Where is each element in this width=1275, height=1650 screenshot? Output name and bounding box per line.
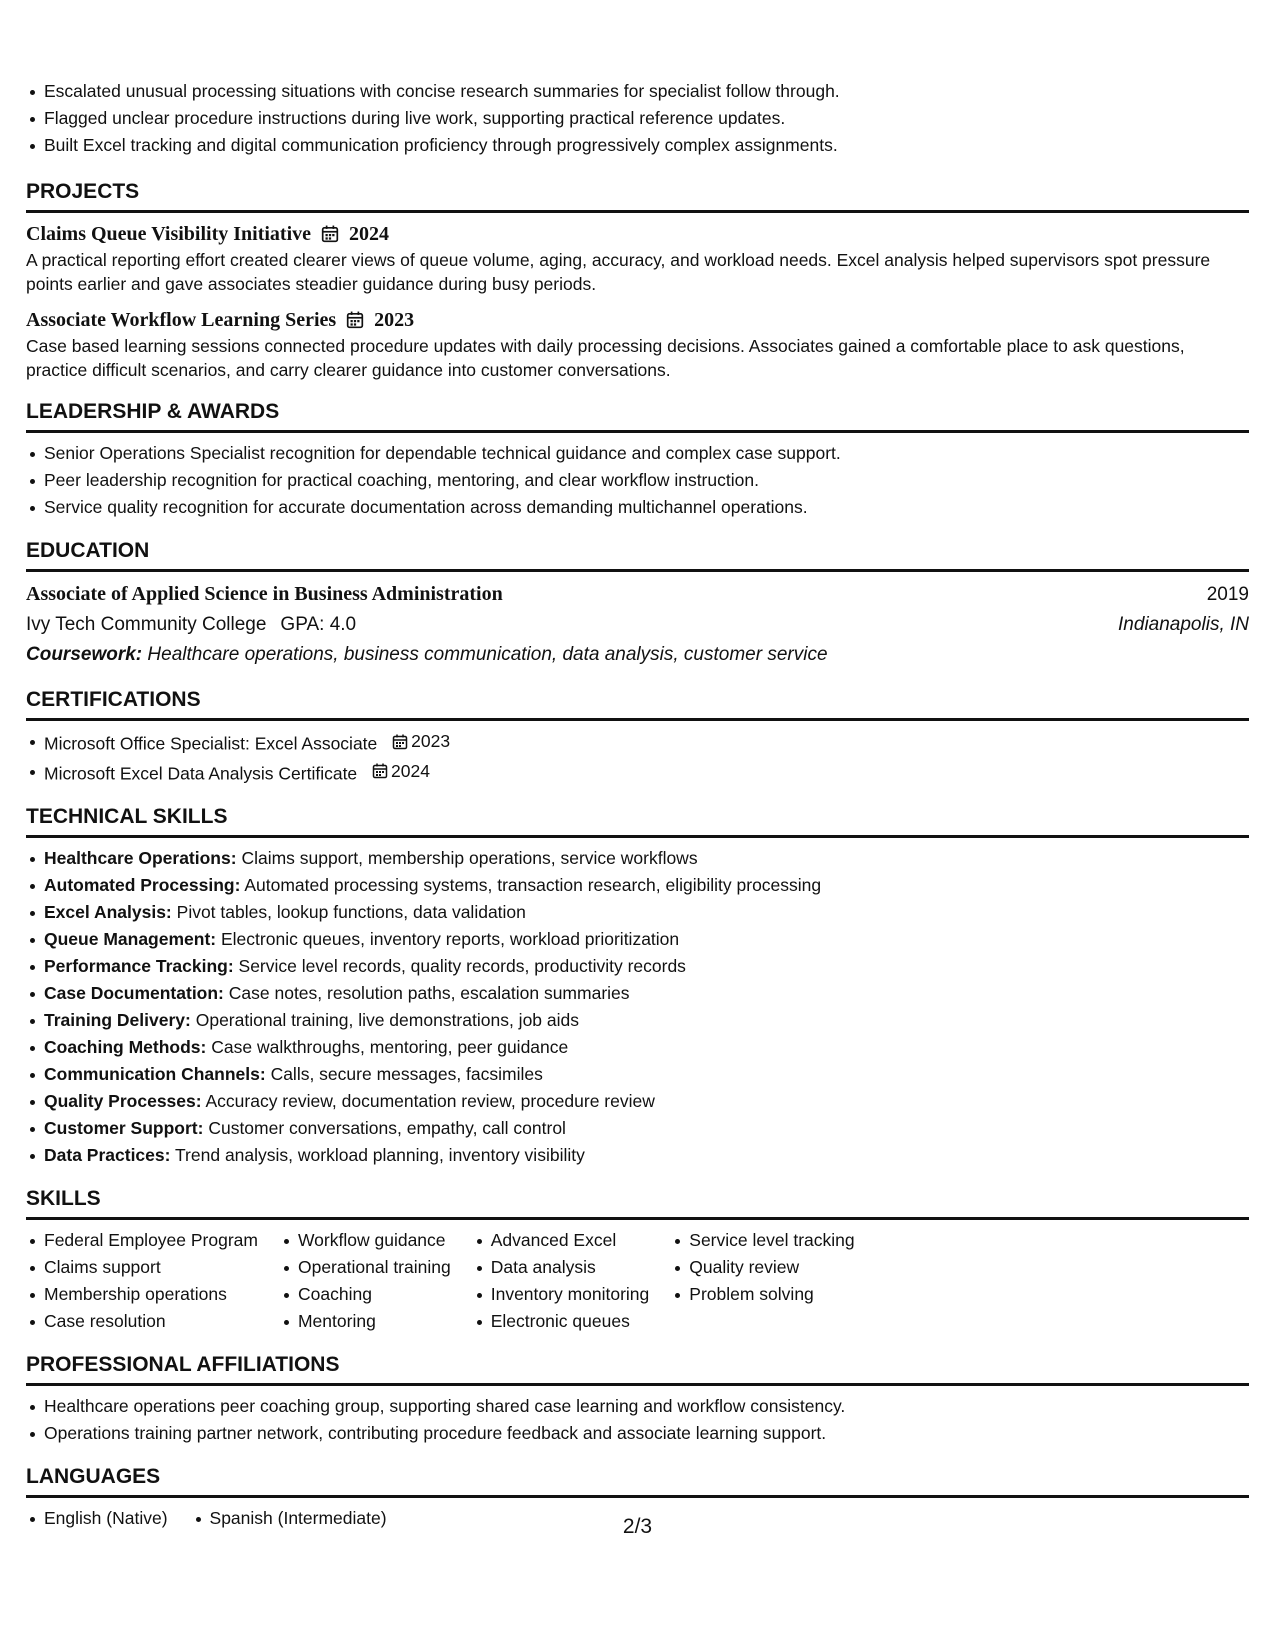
school-name: Ivy Tech Community College [26, 614, 267, 635]
skills-section [26, 1186, 1249, 1335]
skill-values: Calls, secure messages, facsimiles [270, 1064, 543, 1084]
list-item: Spanish (Intermediate) [192, 1505, 387, 1532]
page-number: 2/3 [622, 1515, 653, 1538]
technical-skills-section [26, 804, 1249, 1169]
projects-section [26, 179, 1249, 382]
resume-page [26, 78, 1249, 1549]
skill-category: Excel Analysis: [44, 902, 172, 922]
project-year: 2024 [349, 223, 390, 245]
list-item [26, 1061, 1249, 1088]
skill-values: Accuracy review, documentation review, procedure review [205, 1091, 655, 1111]
certification-year: 2023 [411, 731, 451, 751]
section-heading: EDUCATION [26, 538, 1249, 572]
list-item: Inventory monitoring [473, 1281, 650, 1308]
list-item: Electronic queues [473, 1308, 650, 1335]
list-item [26, 1115, 1249, 1142]
project-title: Associate Workflow Learning Series [26, 309, 337, 331]
list-item: Federal Employee Program [26, 1227, 258, 1254]
skill-values: Automated processing systems, transaction research, eligibility processing [244, 875, 822, 895]
degree-title: Associate of Applied Science in Business Administration [26, 583, 503, 605]
list-item [26, 728, 1249, 758]
section-heading: TECHNICAL SKILLS [26, 804, 1249, 838]
skill-values: Case notes, resolution paths, escalation summaries [228, 983, 630, 1003]
skill-values: Service level records, quality records, productivity records [238, 956, 686, 976]
certification-name: Microsoft Excel Data Analysis Certificate [44, 763, 358, 783]
project-description: Case based learning sessions connected procedure updates with daily processing decisions. Associates gained a comfortable place to ask questions, practice difficult scenarios, and carry clearer guidance into customer conversations. [26, 336, 1185, 380]
skills-column [280, 1227, 451, 1335]
section-heading: PROFESSIONAL AFFILIATIONS [26, 1352, 1249, 1386]
section-heading: LANGUAGES [26, 1464, 1249, 1498]
list-item: Case resolution [26, 1308, 258, 1335]
skill-category: Customer Support: [44, 1118, 204, 1138]
skills-column [26, 1227, 258, 1335]
section-heading: CERTIFICATIONS [26, 687, 1249, 721]
list-item [26, 1142, 1249, 1169]
list-item: English (Native) [26, 1505, 168, 1532]
coursework-label: Coursework: [26, 644, 143, 665]
skill-category: Quality Processes: [44, 1091, 202, 1111]
list-item [26, 1007, 1249, 1034]
list-item: Escalated unusual processing situations with concise research summaries for specialist follow through. [26, 78, 1249, 105]
skill-values: Trend analysis, workload planning, inventory visibility [175, 1145, 585, 1165]
certification-name: Microsoft Office Specialist: Excel Associate [44, 733, 378, 754]
list-item: Operations training partner network, contributing procedure feedback and associate learning support. [26, 1420, 1249, 1447]
coursework-list: Healthcare operations, business communication, data analysis, customer service [147, 644, 828, 665]
calendar-icon [346, 311, 364, 329]
calendar-icon [321, 225, 339, 243]
list-item [26, 926, 1249, 953]
skill-category: Performance Tracking: [44, 956, 234, 976]
list-item: Advanced Excel [473, 1227, 650, 1254]
list-item: Peer leadership recognition for practical coaching, mentoring, and clear workflow instruction. [26, 467, 1249, 494]
skill-category: Coaching Methods: [44, 1037, 207, 1057]
school-location: Indianapolis, IN [1118, 614, 1249, 635]
graduation-date: 2019 [1206, 584, 1249, 605]
leadership-section [26, 399, 1249, 521]
project-year: 2023 [374, 309, 415, 331]
skill-values: Electronic queues, inventory reports, workload prioritization [221, 929, 680, 949]
gpa: GPA: 4.0 [280, 614, 357, 635]
skill-category: Case Documentation: [44, 983, 224, 1003]
skill-category: Automated Processing: [44, 875, 241, 895]
skill-values: Operational training, live demonstrations, job aids [195, 1010, 579, 1030]
list-item: Membership operations [26, 1281, 258, 1308]
education-section [26, 538, 1249, 670]
skill-category: Healthcare Operations: [44, 848, 237, 868]
list-item: Operational training [280, 1254, 451, 1281]
affiliations-section [26, 1352, 1249, 1447]
skill-values: Case walkthroughs, mentoring, peer guidance [211, 1037, 569, 1057]
skill-values: Customer conversations, empathy, call control [208, 1118, 566, 1138]
certification-year: 2024 [391, 760, 430, 781]
skills-column [671, 1227, 854, 1335]
project-item [26, 220, 1249, 296]
list-item: Built Excel tracking and digital communication proficiency through progressively complex assignments. [26, 132, 1249, 159]
skill-category: Data Practices: [44, 1145, 171, 1165]
list-item [26, 953, 1249, 980]
list-item: Quality review [671, 1254, 854, 1281]
list-item: Healthcare operations peer coaching group, supporting shared case learning and workflow consistency. [26, 1393, 1249, 1420]
section-heading: SKILLS [26, 1186, 1249, 1220]
list-item [26, 899, 1249, 926]
experience-bullets [26, 78, 1249, 159]
skill-category: Communication Channels: [44, 1064, 266, 1084]
skill-category: Training Delivery: [44, 1010, 191, 1030]
list-item [26, 758, 1249, 788]
skills-column [473, 1227, 650, 1335]
project-description: A practical reporting effort created clearer views of queue volume, aging, accuracy, and workload needs. Excel analysis helped supervisors spot pressure points earlier and gave associates steadier guidance during busy periods. [26, 250, 1211, 294]
list-item: Service level tracking [671, 1227, 854, 1254]
list-item: Service quality recognition for accurate documentation across demanding multichannel operations. [26, 494, 1249, 521]
list-item: Workflow guidance [280, 1227, 451, 1254]
calendar-icon [372, 763, 388, 779]
list-item: Problem solving [671, 1281, 854, 1308]
coursework [26, 640, 1249, 670]
list-item: Mentoring [280, 1308, 451, 1335]
project-item [26, 306, 1249, 382]
list-item: Senior Operations Specialist recognition for dependable technical guidance and complex case support. [26, 440, 1249, 467]
list-item [26, 845, 1249, 872]
list-item [26, 980, 1249, 1007]
list-item: Data analysis [473, 1254, 650, 1281]
list-item: Coaching [280, 1281, 451, 1308]
skill-values: Claims support, membership operations, service workflows [241, 848, 698, 868]
calendar-icon [392, 734, 408, 750]
list-item [26, 1088, 1249, 1115]
section-heading: LEADERSHIP & AWARDS [26, 399, 1249, 433]
section-heading: PROJECTS [26, 179, 1249, 213]
list-item: Flagged unclear procedure instructions during live work, supporting practical reference updates. [26, 105, 1249, 132]
list-item [26, 1034, 1249, 1061]
list-item [26, 872, 1249, 899]
list-item: Claims support [26, 1254, 258, 1281]
skill-values: Pivot tables, lookup functions, data validation [176, 902, 526, 922]
skill-category: Queue Management: [44, 929, 217, 949]
certifications-section [26, 687, 1249, 787]
project-title: Claims Queue Visibility Initiative [26, 223, 312, 245]
